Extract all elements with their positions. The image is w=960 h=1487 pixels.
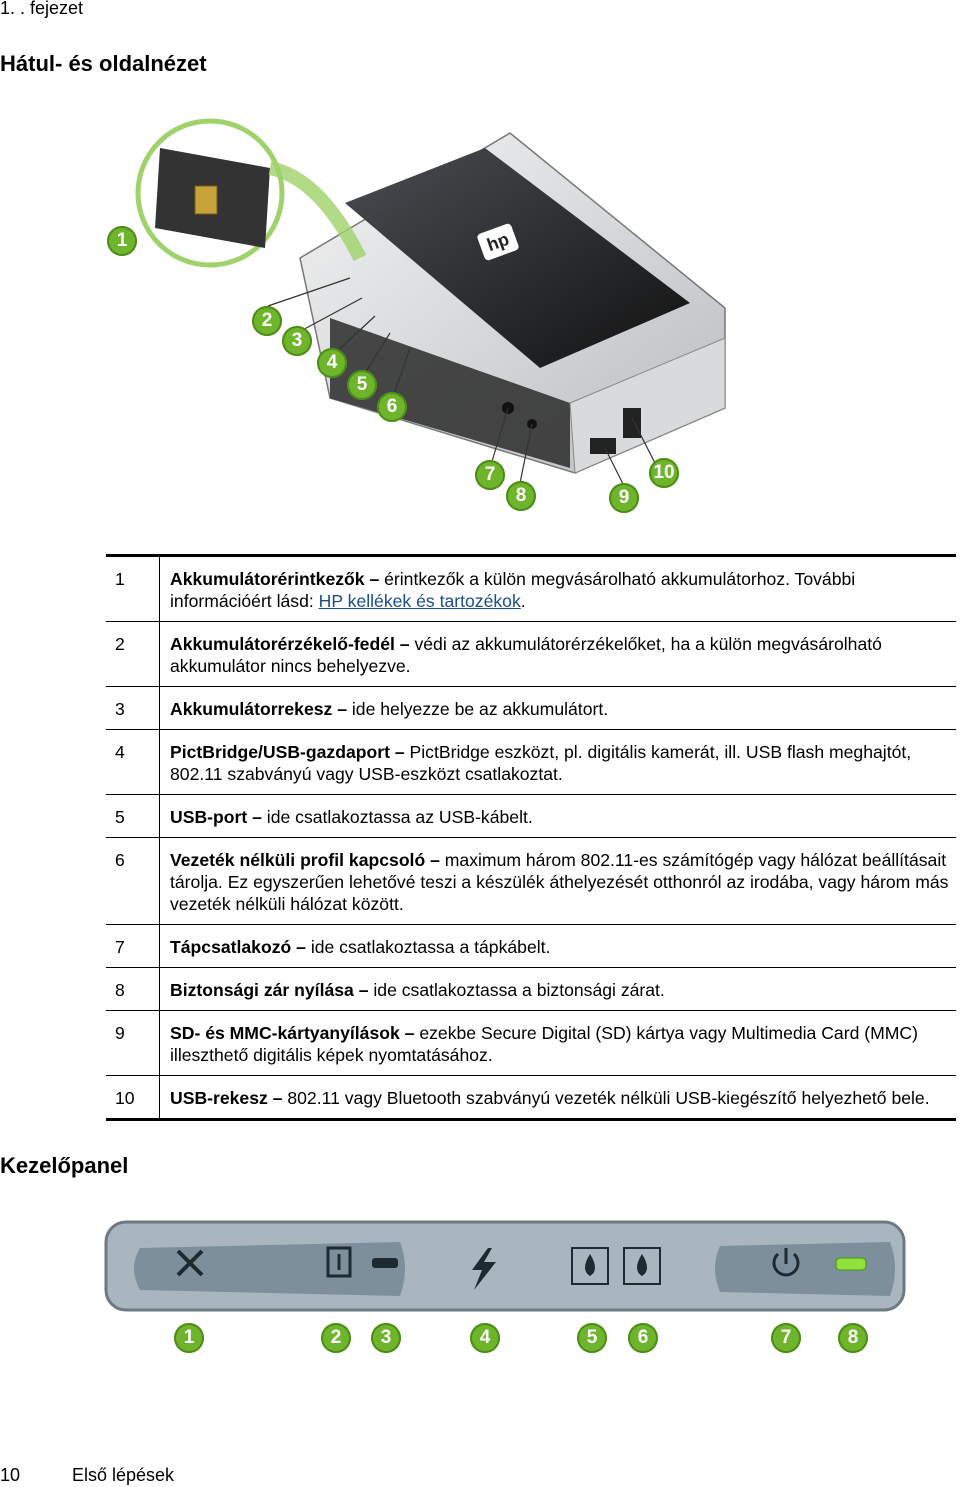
callout-3: 3 xyxy=(282,326,312,356)
callout-7: 7 xyxy=(475,460,505,490)
legend-row xyxy=(106,968,956,1011)
legend-number: 2 xyxy=(106,622,160,687)
legend-separator: – xyxy=(389,742,410,762)
legend-text: védi az akkumulátorérzékelőket, ha a külön megvásárolható akkumulátor nincs behelyezve. xyxy=(170,634,882,676)
callout-5: 5 xyxy=(347,370,377,400)
callout-10: 10 xyxy=(649,458,679,488)
legend-text: ezekbe Secure Digital (SD) kártya vagy Multimedia Card (MMC) illeszthető digitális képek nyomtatásához. xyxy=(170,1023,918,1065)
legend-term: Biztonsági zár nyílása xyxy=(170,980,354,1000)
legend-term: USB-port xyxy=(170,807,248,827)
legend-term: Akkumulátorérintkezők xyxy=(170,569,365,589)
panel-callout-5: 5 xyxy=(577,1323,607,1353)
legend-term: Tápcsatlakozó xyxy=(170,937,292,957)
legend-number: 9 xyxy=(106,1011,160,1076)
legend-text: érintkezők a külön megvásárolható akkumulátorhoz. További információért lásd: xyxy=(170,569,856,611)
panel-callout-4: 4 xyxy=(470,1323,500,1353)
panel-callout-8: 8 xyxy=(838,1323,868,1353)
section-title-control-panel: Kezelőpanel xyxy=(0,1153,129,1178)
legend-row xyxy=(106,795,956,838)
legend-number: 5 xyxy=(106,795,160,838)
legend-separator: – xyxy=(247,807,267,827)
legend-text: maximum három 802.11-es számítógép vagy hálózat beállításait tárolja. Ez egyszerűen lehetővé teszi a készülék áthelyezését otthonról az irodába, vagy három más vezeték nélküli hálózat között. xyxy=(170,850,949,914)
panel-callout-7: 7 xyxy=(771,1323,801,1353)
legend-description xyxy=(160,730,957,795)
legend-separator: – xyxy=(399,1023,420,1043)
legend-separator: – xyxy=(364,569,385,589)
legend-description xyxy=(160,622,957,687)
control-panel-illustration xyxy=(100,1218,910,1318)
legend-row xyxy=(106,925,956,968)
callout-4: 4 xyxy=(317,348,347,378)
legend-term: SD- és MMC-kártyanyílások xyxy=(170,1023,400,1043)
legend-row xyxy=(106,730,956,795)
legend-text: ide helyezze be az akkumulátort. xyxy=(351,699,609,719)
legend-number: 10 xyxy=(106,1076,160,1120)
legend-term: Akkumulátorérzékelő-fedél xyxy=(170,634,395,654)
legend-term: Akkumulátorrekesz xyxy=(170,699,333,719)
footer-title: Első lépések xyxy=(72,1465,175,1485)
legend-description xyxy=(160,556,957,622)
legend-separator: – xyxy=(425,850,445,870)
callout-9: 9 xyxy=(609,483,639,513)
legend-text: PictBridge eszközt, pl. digitális kamerát, ill. USB flash meghajtót, 802.11 szabványú vagy USB-eszközt csatlakoztat. xyxy=(170,742,912,784)
legend-separator: – xyxy=(394,634,415,654)
legend-table xyxy=(106,554,956,1121)
legend-text: ide csatlakoztassa az USB-kábelt. xyxy=(266,807,533,827)
legend-row xyxy=(106,1076,956,1120)
legend-number: 4 xyxy=(106,730,160,795)
legend-row xyxy=(106,622,956,687)
panel-callout-2: 2 xyxy=(321,1323,351,1353)
legend-term: Vezeték nélküli profil kapcsoló xyxy=(170,850,426,870)
callout-8: 8 xyxy=(506,481,536,511)
legend-separator: – xyxy=(332,699,352,719)
printer-rear-side-illustration xyxy=(100,108,740,528)
legend-number: 3 xyxy=(106,687,160,730)
legend-description xyxy=(160,968,957,1011)
legend-description xyxy=(160,1076,957,1120)
legend-description xyxy=(160,838,957,925)
legend-row xyxy=(106,687,956,730)
legend-separator: – xyxy=(267,1088,288,1108)
legend-link-supplies[interactable]: HP kellékek és tartozékok xyxy=(318,591,521,611)
legend-text: ide csatlakoztassa a tápkábelt. xyxy=(310,937,551,957)
callout-6: 6 xyxy=(377,392,407,422)
legend-number: 1 xyxy=(106,556,160,622)
legend-description xyxy=(160,925,957,968)
panel-callout-1: 1 xyxy=(174,1323,204,1353)
legend-separator: – xyxy=(291,937,311,957)
resume-bar-light-icon xyxy=(372,1258,398,1268)
power-green-led-icon xyxy=(836,1258,866,1270)
section-title-rear-side-view: Hátul- és oldalnézet xyxy=(0,51,207,76)
legend-separator: – xyxy=(353,980,374,1000)
legend-text-after: . xyxy=(520,591,526,611)
legend-row xyxy=(106,1011,956,1076)
legend-number: 7 xyxy=(106,925,160,968)
legend-number: 8 xyxy=(106,968,160,1011)
legend-description xyxy=(160,687,957,730)
hp-logo: hp xyxy=(484,228,512,256)
panel-callout-3: 3 xyxy=(371,1323,401,1353)
legend-number: 6 xyxy=(106,838,160,925)
legend-text: ide csatlakoztassa a biztonsági zárat. xyxy=(373,980,665,1000)
legend-row xyxy=(106,838,956,925)
legend-text: 802.11 vagy Bluetooth szabványú vezeték nélküli USB-kiegészítő helyezhető bele. xyxy=(287,1088,930,1108)
panel-callout-6: 6 xyxy=(628,1323,658,1353)
legend-description xyxy=(160,1011,957,1076)
printer-body xyxy=(300,133,725,473)
footer-page-number: 10 xyxy=(0,1465,21,1485)
legend-term: USB-rekesz xyxy=(170,1088,268,1108)
legend-row xyxy=(106,556,956,622)
legend-description xyxy=(160,795,957,838)
legend-term: PictBridge/USB-gazdaport xyxy=(170,742,390,762)
running-head: 1. . fejezet xyxy=(0,0,84,18)
callout-2: 2 xyxy=(252,306,282,336)
callout-1: 1 xyxy=(107,226,137,256)
